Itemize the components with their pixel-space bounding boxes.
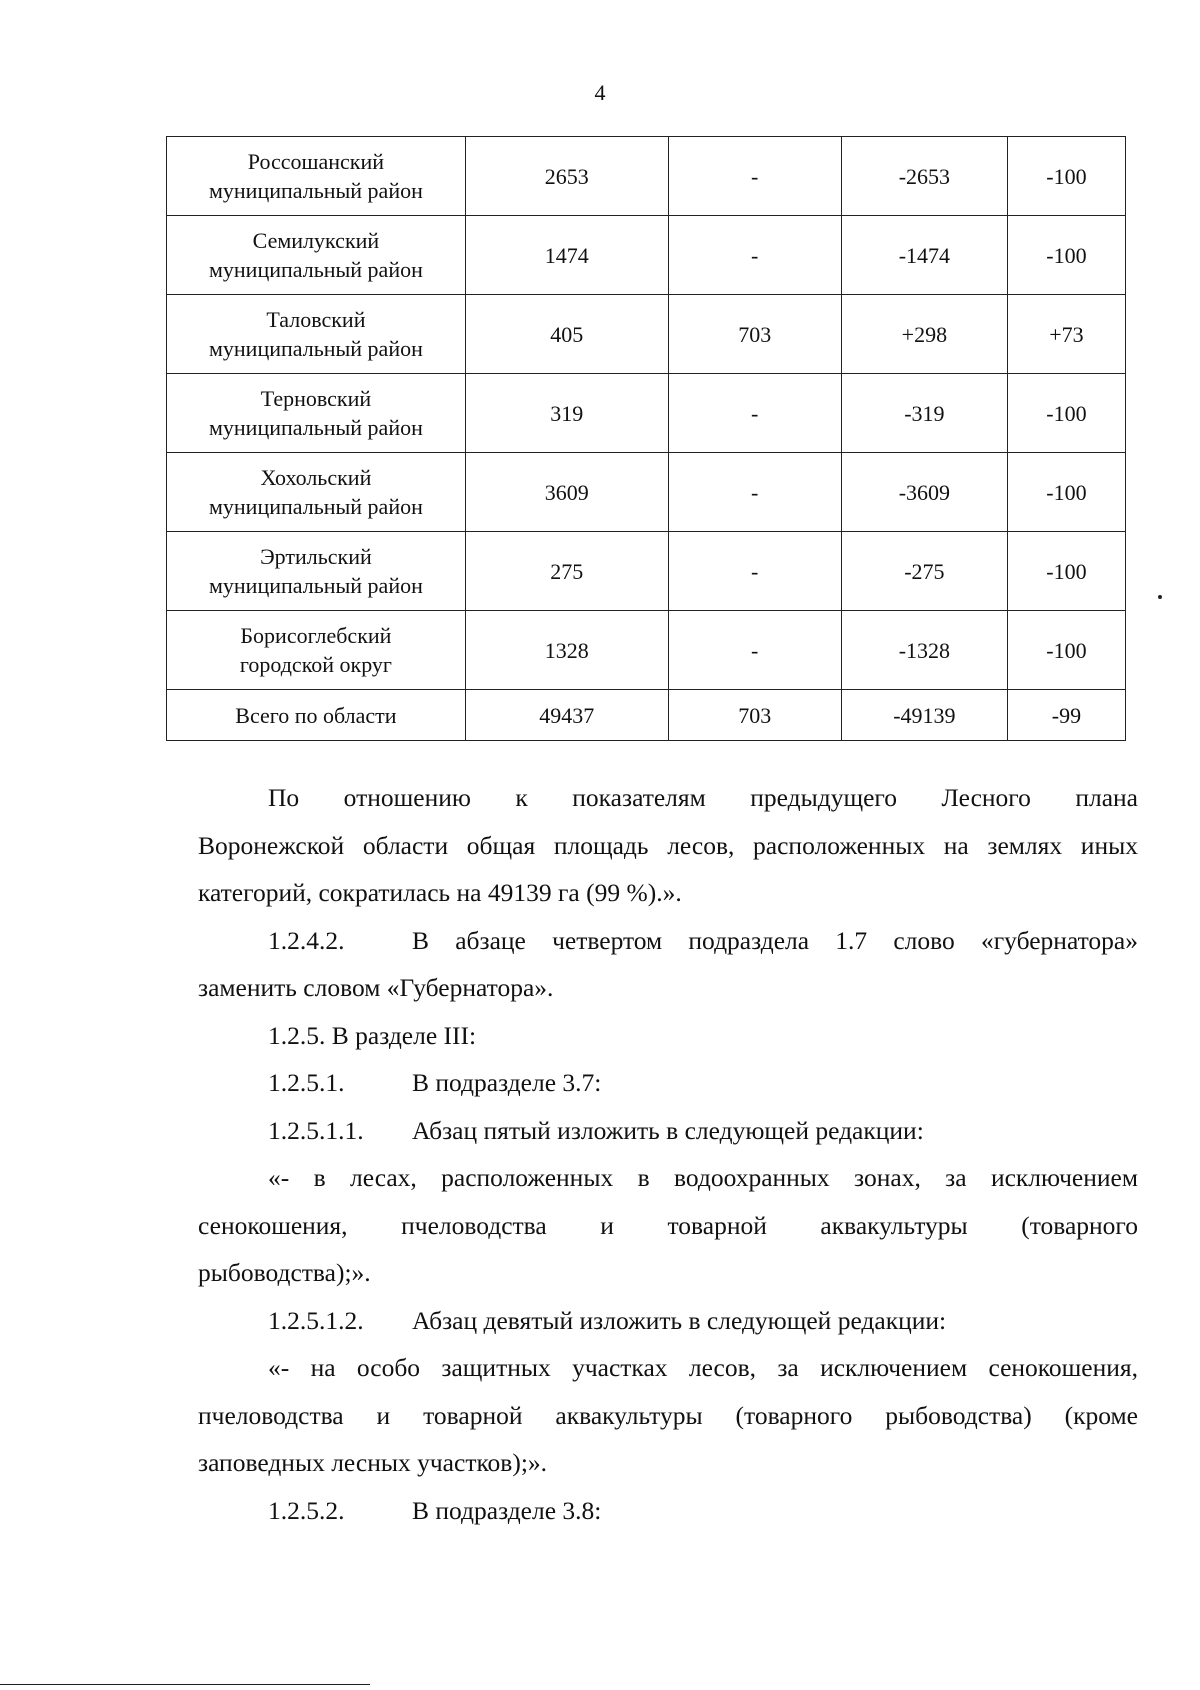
percent-change-cell: -100 [1007,216,1125,295]
total-current-cell: 703 [668,690,841,741]
quote-line: рыбоводства);». [198,1258,371,1287]
difference-cell: -319 [841,374,1007,453]
district-type-line: муниципальный район [208,494,423,519]
quote-line: пчеловодства и товарной аквакультуры (товарного рыбоводства) (кроме [198,1400,1138,1430]
table-row [167,374,1126,453]
district-type-line: муниципальный район [208,336,423,361]
total-previous-cell: 49437 [465,690,668,741]
difference-cell: -3609 [841,453,1007,532]
current-area-cell: - [668,137,841,216]
item-text: Абзац пятый изложить в следующей редакции: [412,1115,924,1145]
item-text: Абзац девятый изложить в следующей редакции: [412,1305,947,1335]
table-row [167,137,1126,216]
district-name-line: Россошанский [247,149,385,174]
current-area-cell: - [668,611,841,690]
difference-cell: -275 [841,532,1007,611]
district-name-cell [167,216,466,295]
previous-area-cell: 1474 [465,216,668,295]
page-number: 4 [594,80,606,105]
district-type-line: муниципальный район [208,257,423,282]
quote-line: заповедных лесных участков);». [198,1448,548,1477]
district-type-line: муниципальный район [208,178,423,203]
district-name-line: Терновский [260,386,372,411]
document-body [198,774,1138,1534]
paragraph-line: категорий, сократилась на 49139 га (99 %).». [198,878,682,907]
table-row [167,295,1126,374]
district-type-line: муниципальный район [208,573,423,598]
item-number: 1.2.5.1.2. [268,1305,364,1335]
previous-area-cell: 1328 [465,611,668,690]
paragraph-line: Воронежской области общая площадь лесов, расположенных на землях иных [198,830,1138,860]
item-1-2-4-2 [198,917,1138,965]
total-difference-cell: -49139 [841,690,1007,741]
district-name-line: Таловский [266,307,366,332]
previous-area-cell: 3609 [465,453,668,532]
footnote-rule [0,1684,370,1686]
table-row [167,611,1126,690]
quote-line: «- в лесах, расположенных в водоохранных зонах, за исключением [268,1163,1138,1192]
percent-change-cell: -100 [1007,453,1125,532]
current-area-cell: - [668,374,841,453]
previous-area-cell: 275 [465,532,668,611]
district-name-line: Эртильский [260,544,372,569]
item-text: В подразделе 3.7: [412,1068,602,1097]
previous-area-cell: 319 [465,374,668,453]
district-type-line: муниципальный район [208,415,423,440]
item-number: 1.2.5.1. [268,1068,345,1097]
district-name-line: Хохольский [260,465,372,490]
total-percent-cell: -99 [1007,690,1125,741]
district-name-cell [167,295,466,374]
district-name-cell [167,532,466,611]
item-1-2-5: 1.2.5. В разделе III: [268,1020,477,1050]
percent-change-cell: -100 [1007,532,1125,611]
table-row [167,532,1126,611]
district-name-cell [167,611,466,690]
current-area-cell: - [668,216,841,295]
table-row [167,453,1126,532]
current-area-cell: - [668,532,841,611]
total-row [167,690,1126,741]
percent-change-cell: -100 [1007,374,1125,453]
table-row [167,216,1126,295]
district-name-line: Борисоглебский [240,623,392,648]
district-name-line: Семилукский [252,228,380,253]
difference-cell: -1474 [841,216,1007,295]
quote-line: сенокошения, пчеловодства и товарной аквакультуры (товарного [198,1210,1138,1240]
item-1-2-5-1 [198,1059,1138,1107]
previous-area-cell: 2653 [465,137,668,216]
total-label-cell: Всего по области [167,690,466,741]
quote-line: «- на особо защитных участках лесов, за исключением сенокошения, [268,1353,1138,1382]
forest-area-table [166,136,1126,741]
district-name-cell [167,453,466,532]
item-number: 1.2.5.2. [268,1495,345,1525]
difference-cell: -2653 [841,137,1007,216]
paragraph-line: По отношению к показателям предыдущего Лесного плана [268,783,1138,812]
item-1-2-5-1-2 [198,1297,1138,1345]
difference-cell: -1328 [841,611,1007,690]
item-number: 1.2.4.2. [268,925,345,955]
percent-change-cell: -100 [1007,611,1125,690]
difference-cell: +298 [841,295,1007,374]
paragraph-line: заменить словом «Губернатора». [198,973,554,1002]
item-text: В подразделе 3.8: [412,1495,602,1525]
item-number: 1.2.5.1.1. [268,1115,364,1145]
district-type-line: городской округ [239,652,392,677]
item-1-2-5-2 [198,1487,1138,1535]
percent-change-cell: +73 [1007,295,1125,374]
item-text: В абзаце четвертом подраздела 1.7 слово «губернатора» [412,925,1138,955]
district-name-cell [167,137,466,216]
current-area-cell: 703 [668,295,841,374]
previous-area-cell: 405 [465,295,668,374]
item-1-2-5-1-1 [198,1107,1138,1155]
table-body [167,137,1126,741]
district-name-cell [167,374,466,453]
percent-change-cell: -100 [1007,137,1125,216]
current-area-cell: - [668,453,841,532]
scan-speck [1158,595,1162,599]
